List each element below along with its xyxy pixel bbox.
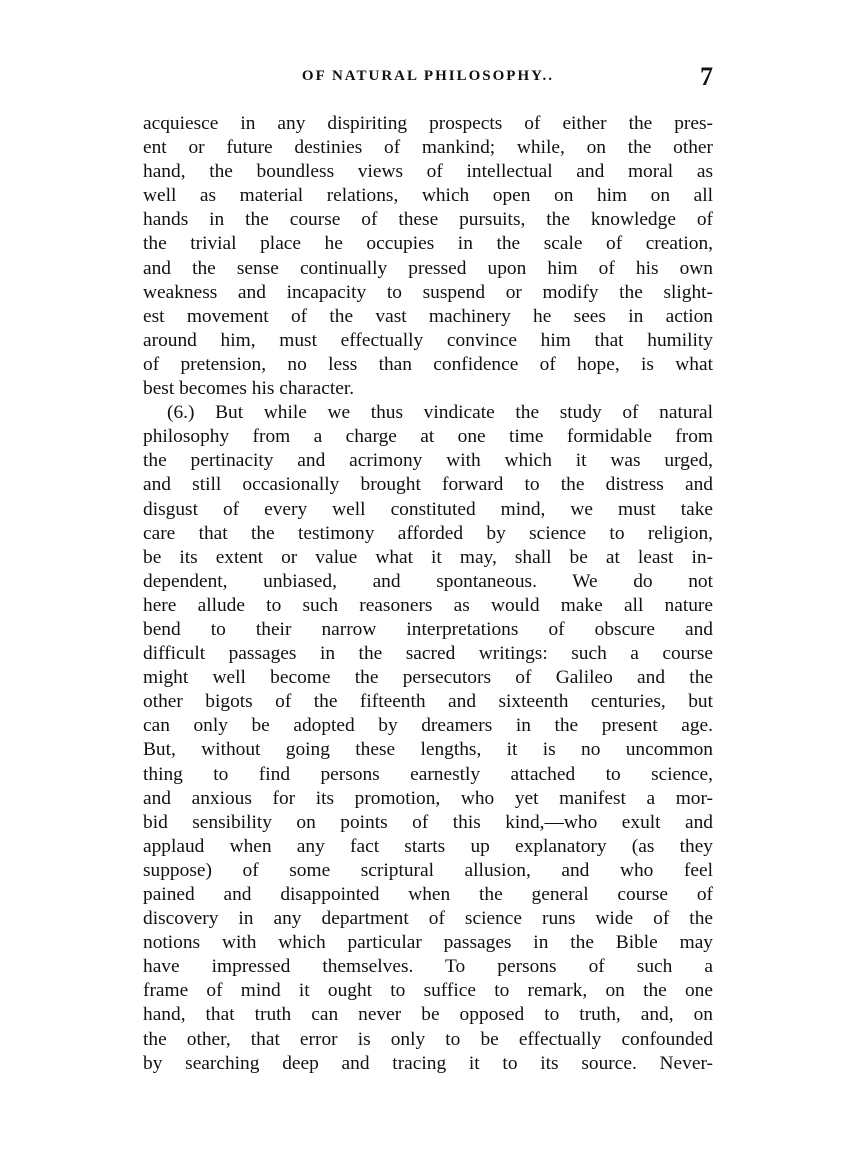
text-line: the trivial place he occupies in the scale of creation,	[143, 233, 713, 255]
text-line: suppose) of some scriptural allusion, and who feel	[143, 859, 713, 881]
text-line: hand, that truth can never be opposed to truth, and, on	[143, 1004, 713, 1026]
text-line: care that the testimony afforded by science to religion,	[143, 522, 713, 544]
text-line: of pretension, no less than confidence of hope, is what	[143, 353, 713, 375]
text-line: applaud when any fact starts up explanatory (as they	[143, 835, 713, 857]
text-line: acquiesce in any dispiriting prospects of either the pres-	[143, 113, 713, 134]
text-line: well as material relations, which open on him on all	[143, 185, 713, 207]
body-text	[143, 112, 713, 1076]
text-line: weakness and incapacity to suspend or modify the slight-	[143, 281, 713, 303]
text-line: by searching deep and tracing it to its source. Never-	[143, 1052, 713, 1074]
text-line: here allude to such reasoners as would make all nature	[143, 594, 713, 616]
text-line: philosophy from a charge at one time formidable from	[143, 426, 713, 448]
text-line: around him, must effectually convince him that humility	[143, 329, 713, 351]
text-line: best becomes his character.	[143, 378, 355, 400]
text-line: the pertinacity and acrimony with which it was urged,	[143, 450, 713, 472]
text-line: hands in the course of these pursuits, the knowledge of	[143, 209, 713, 231]
page-header	[143, 64, 713, 94]
text-line: might well become the persecutors of Galileo and the	[143, 667, 713, 689]
text-line: bid sensibility on points of this kind,—who exult and	[143, 811, 713, 833]
text-line: notions with which particular passages in the Bible may	[143, 932, 713, 954]
text-line: disgust of every well constituted mind, we must take	[143, 498, 713, 520]
text-line: have impressed themselves. To persons of such a	[143, 956, 713, 978]
text-line: ent or future destinies of mankind; while, on the other	[143, 137, 713, 159]
text-line: the other, that error is only to be effectually confounded	[143, 1028, 713, 1050]
text-line: and anxious for its promotion, who yet manifest a mor-	[143, 787, 713, 809]
text-line: and still occasionally brought forward to the distress and	[143, 474, 713, 496]
text-line: and the sense continually pressed upon him of his own	[143, 257, 713, 279]
text-line: est movement of the vast machinery he sees in action	[143, 305, 713, 327]
running-head: OF NATURAL PHILOSOPHY..	[301, 68, 555, 84]
text-line: difficult passages in the sacred writings: such a course	[143, 643, 713, 665]
text-line: thing to find persons earnestly attached to science,	[143, 763, 713, 785]
text-line: bend to their narrow interpretations of obscure and	[143, 618, 713, 640]
text-line: be its extent or value what it may, shall be at least in-	[143, 546, 713, 568]
text-line: pained and disappointed when the general course of	[143, 884, 713, 905]
text-line: hand, the boundless views of intellectual and moral as	[143, 161, 713, 183]
text-line: other bigots of the fifteenth and sixteenth centuries, but	[143, 691, 713, 713]
page-number: 7	[700, 62, 713, 91]
text-line: can only be adopted by dreamers in the present age.	[143, 715, 713, 737]
text-line: discovery in any department of science runs wide of the	[143, 908, 713, 930]
text-line: (6.) But while we thus vindicate the study of natural	[167, 402, 713, 424]
text-line: But, without going these lengths, it is no uncommon	[143, 739, 713, 761]
text-line: frame of mind it ought to suffice to remark, on the one	[143, 980, 713, 1002]
text-line: dependent, unbiased, and spontaneous. We do not	[143, 570, 713, 592]
